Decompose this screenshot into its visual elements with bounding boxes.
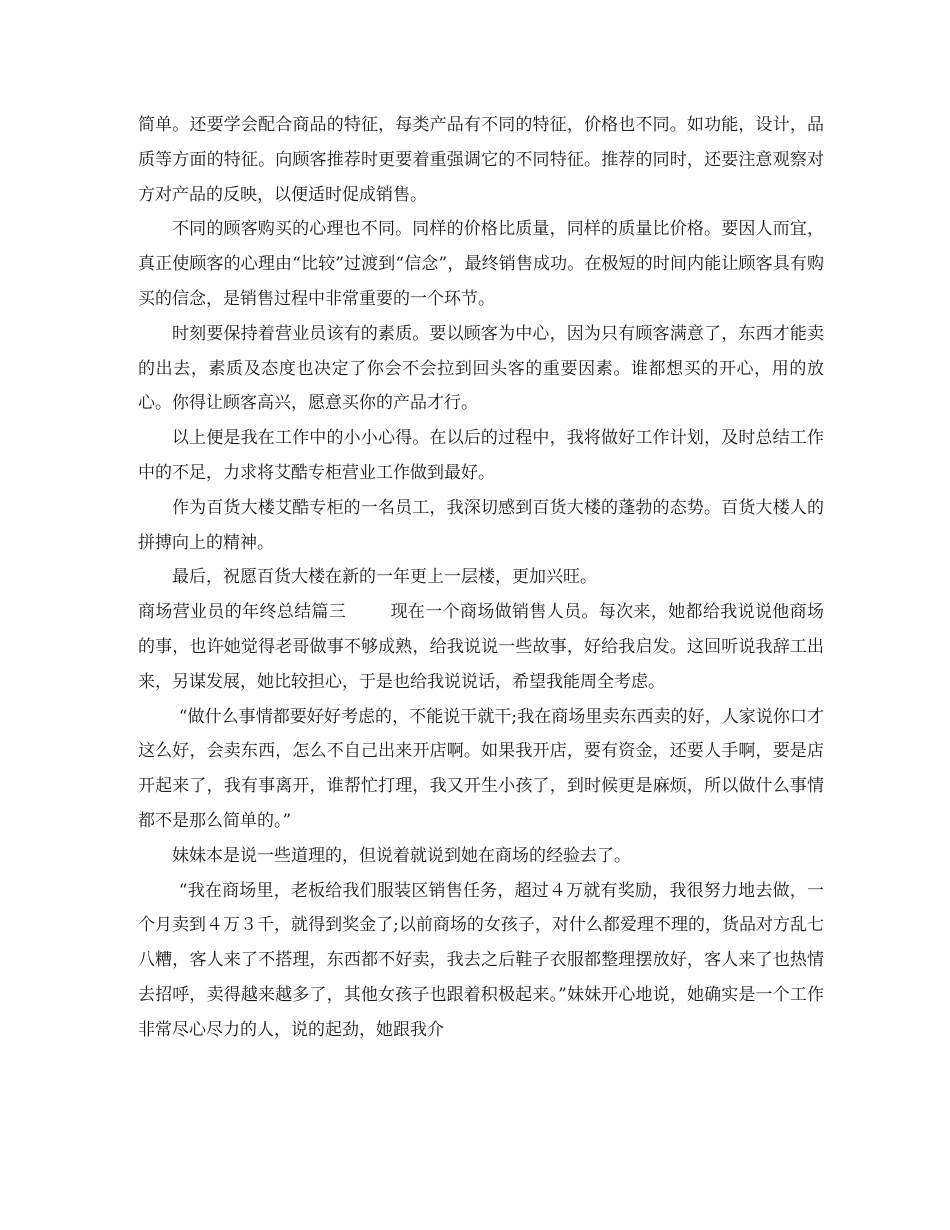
paragraph-employee-feeling: 作为百货大楼艾酷专柜的一名员工，我深切感到百货大楼的蓬勃的态势。百货大楼人的拼搏向上的精神。 — [138, 497, 824, 553]
document-body — [138, 108, 824, 1048]
section-intro: 现在一个商场做销售人员。每次来，她都给我说说他商场的事，也许她觉得老哥做事不够成熟，给我说说一些故事，好给我启发。这回听说我辞工出来，另谋发展，她比较担心，于是也给我说说话，希望我能周全考虑。 — [138, 602, 825, 692]
paragraph-sister-experience: 妹妹本是说一些道理的，但说着就说到她在商场的经验去了。 — [172, 845, 631, 866]
quote-first: “做什么事情都要好好考虑的，不能说干就干;我在商场里卖东西卖的好，人家说你口才这么好，会卖东西，怎么不自己出来开店啊。如果我开店，要有资金，还要人手啊，要是店开起来了，我有事离开，谁帮忙打理，我又开生小孩了，到时候更是麻烦，所以做什么事情都不是那么简单的。” — [138, 706, 824, 831]
paragraph-work-summary: 以上便是我在工作中的小小心得。在以后的过程中，我将做好工作计划，及时总结工作中的不足，力求将艾酷专柜营业工作做到最好。 — [138, 428, 824, 483]
paragraph-customer-psychology: 不同的顾客购买的心理也不同。同样的价格比质量，同样的质量比价格。要因人而宜，真正使顾客的心理由“比较”过渡到“信念”，最终销售成功。在极短的时间内能让顾客具有购买的信念，是销售过程中非常重要的一个环节。 — [138, 219, 824, 309]
paragraph-product-features: 简单。还要学会配合商品的特征，每类产品有不同的特征，价格也不同。如功能，设计，品质等方面的特征。向顾客推荐时更要着重强调它的不同特征。推荐的同时，还要注意观察对方对产品的反映，以便适时促成销售。 — [138, 115, 824, 205]
paragraph-closing-wish: 最后，祝愿百货大楼在新的一年更上一层楼，更加兴旺。 — [172, 567, 597, 588]
section-title: 商场营业员的年终总结篇三 — [138, 602, 347, 623]
quote-second: “我在商场里，老板给我们服装区销售任务，超过４万就有奖励，我很努力地去做，一个月卖到４万３千，就得到奖金了;以前商场的女孩子，对什么都爱理不理的，货品对方乱七八糟，客人来了不搭理，东西都不好卖，我去之后鞋子衣服都整理摆放好，客人来了也热情去招呼，卖得越来越多了，其他女孩子也跟着积极起来。”妹妹开心地说，她确实是一个工作非常尽心尽力的人，说的起劲，她跟我介 — [138, 880, 824, 1040]
section-heading-paragraph — [138, 595, 824, 699]
paragraph-staff-quality: 时刻要保持着营业员该有的素质。要以顾客为中心，因为只有顾客满意了，东西才能卖的出去，素质及态度也决定了你会不会拉到回头客的重要因素。谁都想买的开心，用的放心。你得让顾客高兴，愿意买你的产品才行。 — [138, 323, 824, 414]
